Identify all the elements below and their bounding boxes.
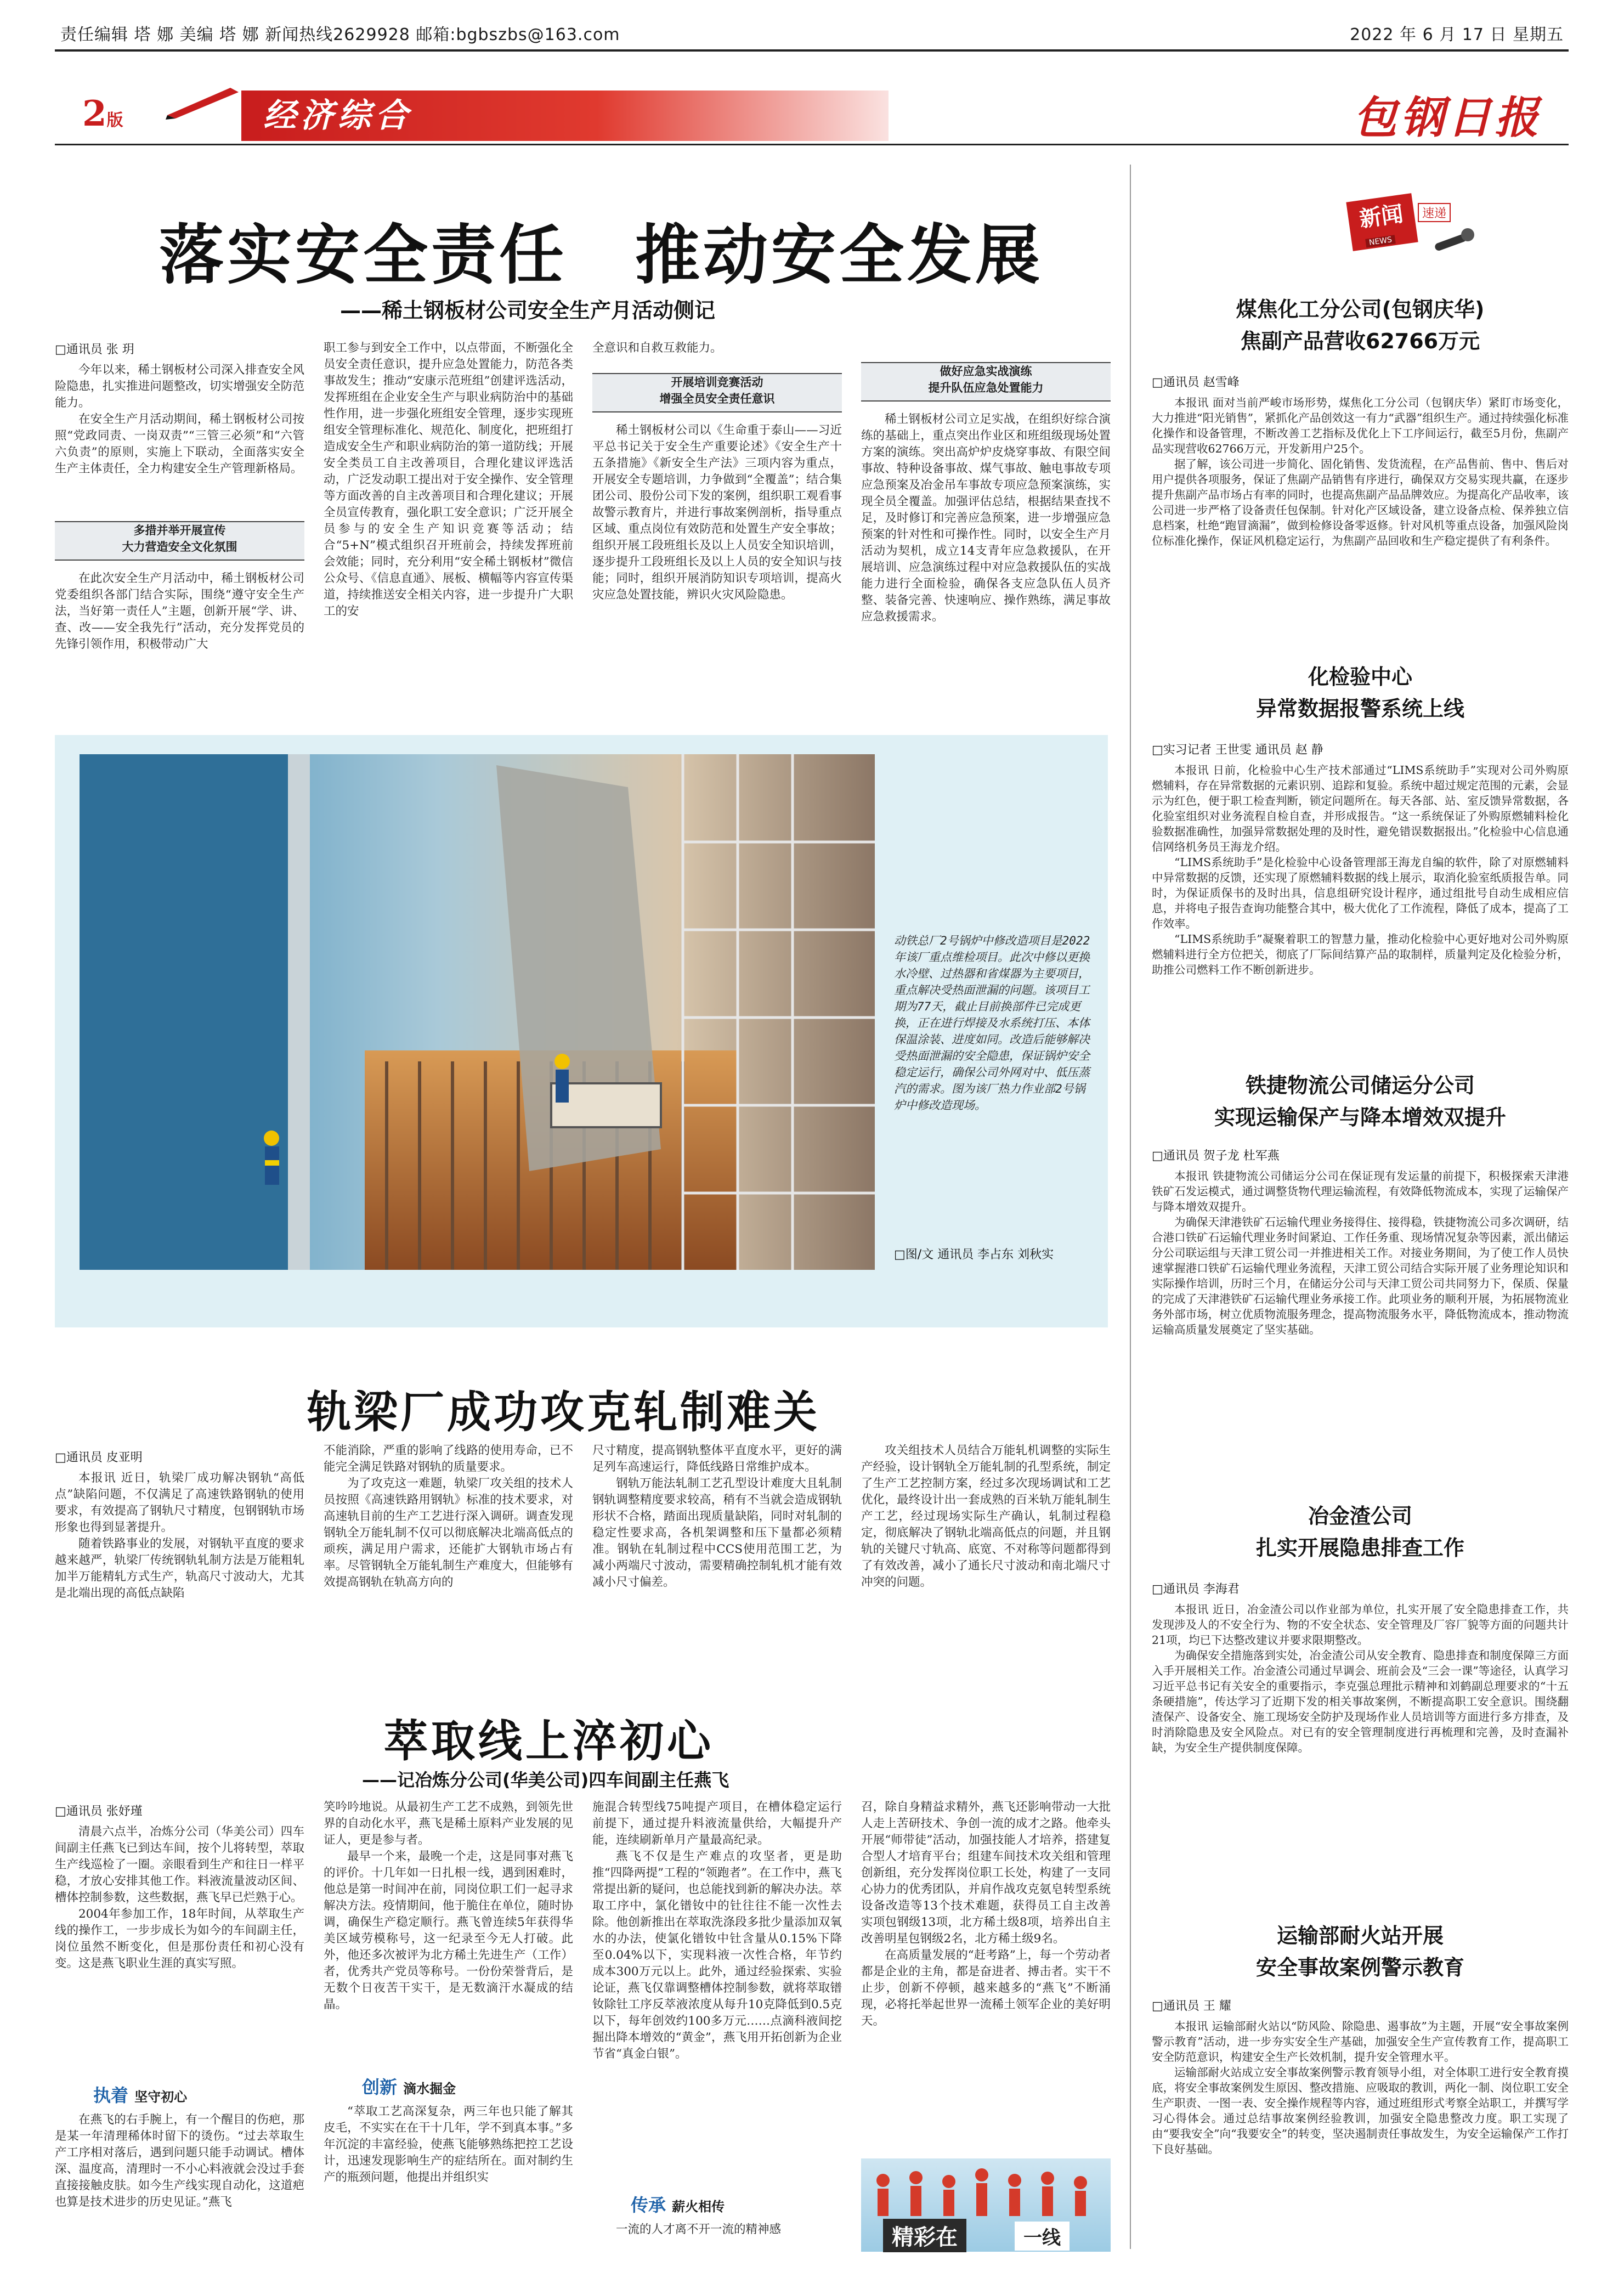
story3-subhead-2: [362, 2073, 456, 2099]
subhead-phrase: 坚守初心: [134, 2089, 188, 2105]
story3-col-3: [592, 1799, 842, 2178]
sidebar-item-1-body: [1152, 395, 1569, 631]
lead-subhead-1: [55, 521, 304, 561]
story2-col-1: [55, 1470, 304, 1750]
story3-col-1b: [55, 2112, 304, 2254]
title-line: 扎实开展隐患排查工作: [1255, 1536, 1464, 1560]
story2-col-4: [861, 1443, 1111, 1750]
subhead-phrase: 薪火相传: [672, 2199, 725, 2214]
paragraph: 在此次安全生产月活动中，稀土钢板材公司党委组织各部门结合实际，围绕“遵守安全生产法，当好第一责任人”主题，创新开展“学、讲、查、改——安全我先行”活动，充分发挥党员的先锋引领作用，积极带动广大: [55, 572, 304, 651]
lead-subhead-2: [592, 373, 842, 412]
boiler-photo: [80, 754, 875, 1270]
paragraph: 本报讯 面对当前严峻市场形势，煤焦化工分公司（包钢庆华）紧盯市场变化，大力推进“阳光销售”，紧抓化产品创效这一有力“武器”组织生产。通过持续强化标准化操作和设备管理，不断改善工艺指标及优化上下工序间运行，截至5月份，焦副产品实现营收62766万元，开发新用户25个。: [1152, 396, 1569, 455]
subhead-keyword: 创新: [362, 2077, 398, 2098]
paragraph: 本报讯 日前，化检验中心生产技术部通过“LIMS系统助手”实现对公司外购原燃辅料，存在异常数据的元素识别、追踪和复验。系统中超过规定范围的元素，会显示为红色，便于职工检查判断，锁定问题所在。每天各部、站、室反馈异常数据，各化验室组织对业务流程自检自查，并形成报告。“这一系统保证了外购原燃辅料检化验数据准确性，加强异常数据处理的及时性，避免错误数据报出。”化检验中心信息通信网络机务员王海龙介绍。: [1152, 764, 1569, 854]
paragraph: 在高质量发展的“赶考路”上，每一个劳动者都是企业的主角，都是奋进者、搏击者。实干不止步，创新不停顿，越来越多的“燕飞”不断涌现，必将托举起世界一流稀土领军企业的美好明天。: [861, 1948, 1111, 2028]
subhead-keyword: 执着: [93, 2085, 129, 2106]
paragraph: 攻关组技术人员结合万能轧机调整的实际生产经验，设计钢轨全万能轧制的孔型系统，制定了生产工艺控制方案，经过多次现场调试和工艺优化，最终设计出一套成熟的百米轨万能轧制生产工艺，经过现场实际生产确认，轧制过程稳定，彻底解决了钢轨北端高低点的问题，并且钢轨的关键尺寸轨高、底宽、不对称等问题都得到了有效改善，减小了通长尺寸波动和南北端尺寸冲突的问题。: [861, 1444, 1111, 1589]
story3-col-3b: [592, 2222, 842, 2254]
paragraph: 本报讯 运输部耐火站以“防风险、除隐患、遏事故”为主题，开展“安全事故案例警示教育”活动，进一步夯实安全生产基础，加强安全生产宣传教育工作，提高职工安全防范意识，构建安全生产长效机制，提升安全管理水平。: [1152, 2020, 1569, 2064]
paragraph: 全意识和自救互救能力。: [592, 341, 722, 355]
paragraph: 钢轨万能法轧制工艺孔型设计难度大且轧制钢轨调整精度要求较高，稍有不当就会造成钢轨形状不合格，踏面出现质量缺陷，同时对轧制的稳定性要求高，各机架调整和压下量都必须精准。钢轨在轧制过程中CCS使用范围工艺，为减小两端尺寸波动，需要精确控制轧机才能有效减小尺寸偏差。: [592, 1477, 842, 1589]
sidebar-item-4-body: [1152, 1602, 1569, 1876]
story2-col-2: [324, 1443, 573, 1750]
story2-headline: 轨梁厂成功攻克轧制难关: [307, 1387, 820, 1438]
news-badge-en: NEWS: [1365, 235, 1396, 247]
title-line: 铁捷物流公司储运分公司: [1245, 1073, 1475, 1098]
subhead-line: 多措并举开展宣传: [133, 524, 226, 537]
story3-col-1: [55, 1824, 304, 2071]
paragraph: 今年以来，稀土钢板材公司深入排查安全风险隐患，扎实推进问题整改，切实增强安全防范能力。: [55, 363, 304, 410]
paragraph: 本报讯 近日，冶金渣公司以作业部为单位，扎实开展了安全隐患排查工作，共发现涉及人的不安全行为、物的不安全状态、安全管理及厂容厂貌等方面的问题共计21项，均已下达整改建议并要求限期整改。: [1152, 1603, 1569, 1647]
paragraph: 本报讯 铁捷物流公司储运分公司在保证现有发运量的前提下，积极探索天津港铁矿石发运模式，通过调整货物代理运输流程，有效降低物流成本，实现了运输保产与降本增效双提升。: [1152, 1169, 1569, 1213]
paragraph: 召，除自身精益求精外，燕飞还影响带动一大批人走上苦研技术、争创一流的成才之路。他牵头开展“师带徒”活动，加强技能人才培养，搭建复合型人才培育平台；组建车间技术攻关组和管理创新组，充分发挥岗位职工长处，构建了一支同心协力的优秀团队，并肩作战攻克氨皂转型系统设备改造等13个技术难题，获得员工自主改善实项包钢级13项，北方稀土级8项，培养出自主改善明星包钢级2名，北方稀土级9名。: [861, 1800, 1111, 1946]
lead-byline: □通讯员 张 玥: [55, 343, 134, 357]
lead-col-3b: [592, 422, 842, 724]
paragraph: 运输部耐火站成立安全事故案例警示教育领导小组，对全体职工进行安全教育摸底，将安全事故案例发生原因、整改措施、应吸取的教训，两化一制、岗位职工安全生产职责、一图一表、安全操作规程等内容，通过班组形式考察全站职工，并撰写学习心得体会。通过总结事故案例经验教训，加强安全隐患整改力度。职工实现了由“要我安全”向“我要安全”的转变，坚决遏制责任事故发生，为安全运输保产工作打下良好基础。: [1152, 2066, 1569, 2156]
paragraph: 清晨六点半，冶炼分公司（华美公司）四车间副主任燕飞已到达车间，按个儿将转型，萃取生产线巡检了一圈。亲眼看到生产和往日一样平稳，才放心安排其他工作。料液流量波动区间、槽体控制参数，这些数据，燕飞早已烂熟于心。: [55, 1825, 304, 1904]
sidebar-item-5-title: [1152, 1920, 1569, 1983]
paragraph: 燕飞不仅是生产难点的攻坚者，更是助推“四降两提”工程的“领跑者”。在工作中，燕飞常提出新的疑问，也总能找到新的解决办法。萃取工序中，氯化镨钕中的钍往往不能一次性去除。他创新推出在萃取洗涤段多批少量添加双氧水的办法，使氯化镨钕中钍含量从0.15%下降至0.04%以下，实现料液一次性合格，年节约成本300万元以上。此外，通过经验探索、实验论证，燕飞仅靠调整槽体控制参数，就将萃取镨钕除钍工序反萃液浓度从每升10克降低到0.5克以下，每年创效约100多万元……点滴科液间挖掘出降本增效的“黄金”，燕飞用开拓创新为企业节省“真金白银”。: [592, 1850, 842, 2061]
title-line: 运输部耐火站开展: [1276, 1924, 1444, 1948]
title-line: 煤焦化工分公司(包钢庆华): [1236, 297, 1485, 321]
subhead-line: 大力营造安全文化氛围: [122, 540, 237, 553]
news-express-badge: [1349, 197, 1475, 258]
sidebar-item-4-title: [1152, 1500, 1569, 1564]
story3-subhead-1: [93, 2082, 187, 2107]
section-rule: [55, 144, 1569, 145]
paragraph: 最早一个来，最晚一个走，这是同事对燕飞的评价。十几年如一日扎根一线，遇到困难时，他总是第一时间冲在前，同岗位职工们一起寻求解决方法。疫情期间，他于脆住在单位，随时协调，确保生产稳定顺行。燕飞曾连续5年获得华美区域劳模称号，这一纪录至今无人打破。此外，他还多次被评为北方稀土先进生产（工作）者，优秀共产党员等称号。一份份荣誉背后，是无数个日夜苦干实干，是无数滴汗水凝成的结晶。: [324, 1850, 573, 2011]
section-banner: 经济综合: [241, 91, 889, 141]
story3-col-4: [861, 1799, 1111, 2150]
sidebar-item-5-body: [1152, 2019, 1569, 2254]
banner-left-text: 精彩在: [883, 2219, 966, 2252]
news-badge-main: 新闻: [1346, 193, 1418, 251]
microphone-icon: [1431, 225, 1475, 260]
paragraph: 不能消除，严重的影响了线路的使用寿命，已不能完全满足铁路对钢轨的质量要求。: [324, 1444, 573, 1474]
photo-credit: □图/文 通讯员 李占东 刘秋实: [894, 1248, 1054, 1262]
issue-date: 2022 年 6 月 17 日 星期五: [1350, 25, 1564, 44]
title-line: 焦副产品营收62766万元: [1240, 329, 1480, 353]
paragraph: “萃取工艺高深复杂，两三年也只能了解其皮毛，不实实在在干十几年，学不到真本事。”多年沉淀的丰富经验，使燕飞能够熟练把控工艺设计，迅速发现影响生产的症结所在。面对制约生产的瓶颈问题，他提出并组织实: [324, 2105, 573, 2184]
sidebar-item-2-title: [1152, 661, 1569, 725]
paragraph: 施混合转型线75吨提产项目，在槽体稳定运行前提下，通过提升料液流量供给，大幅提升产能，连续刷新单月产量最高纪录。: [592, 1800, 842, 1847]
paragraph: 为了攻克这一难题，轨梁厂攻关组的技术人员按照《高速铁路用钢轨》标准的技术要求，对高速轨目前的生产工艺进行深入调研。调查发现钢轨全万能轧制不仅可以彻底解决北端高低点的顽疾，满足用户需求，还能扩大钢轨市场占有率。尽管钢轨全万能轧制生产难度大，但能够有效提高钢轨在轨高方向的: [324, 1477, 573, 1589]
subhead-line: 开展培训竞赛活动: [671, 376, 763, 389]
paragraph: 职工参与到安全工作中，以点带面，不断强化全员安全责任意识，提升应急处置能力，防范各类事故发生；推动“安康示范班组”创建评选活动，发挥班组在企业安全生产与职业病防治中的基础性作用，进一步强化班组安全管理，逐步实现班组安全管理标准化、规范化、制度化，把班组打造成安全生产和职业病防治的第一道防线；开展安全类员工自主改善项目，合理化建议评选活动，广泛发动职工提出对于安全操作、安全管理等方面改善的自主改善项目和合理化建议；开展全员宣传教育，强化职工安全意识；广泛开展全员参与的安全生产知识竞赛等活动；结合“5+N”模式组织召开班前会，持续发挥班前会效能；同时，充分利用“安全稀土钢板材”微信公众号、《信息直通》、展板、横幅等内容宣传渠道，持续推送安全相关内容，进一步提升广大职工的安: [324, 341, 573, 618]
paragraph: 随着铁路事业的发展，对钢轨平直度的要求越来越严，轨梁厂传统钢轨轧制方法是万能粗轧加半万能精轧方式生产，轨高尺寸波动大，尤其是北端出现的高低点缺陷: [55, 1537, 304, 1600]
subhead-keyword: 传承: [631, 2195, 666, 2216]
lead-col-4: [861, 411, 1111, 724]
banner-right-text: 一线: [1015, 2222, 1070, 2251]
subhead-line: 增强全员安全责任意识: [659, 392, 775, 405]
subhead-line: 提升队伍应急处置能力: [928, 381, 1044, 394]
story3-col-2b: [324, 2104, 573, 2254]
title-line: 安全事故案例警示教育: [1255, 1955, 1464, 1980]
paragraph: “LIMS系统助手”是化检验中心设备管理部王海龙自编的软件，除了对原燃辅料中异常数据的反馈，还实现了原燃辅料数据的线上展示，取消化验室纸质报告单。同时，为保证质保书的及时出具，信息组研究设计程序，通过组批号自动生成相应信息，并将电子报告查询功能整合其中，极大优化了工作流程，降低了成本，提高了工作效率。: [1152, 856, 1569, 930]
story3-subtitle: ——记冶炼分公司(华美公司)四车间副主任燕飞: [362, 1770, 729, 1790]
paragraph: 2004年参加工作，18年时间，从萃取生产线的操作工，一步步成长为如今的车间副主任，岗位虽然不断变化，但是那份责任和初心没有变。这是燕飞职业生涯的真实写照。: [55, 1907, 304, 1970]
paragraph: 为确保天津港铁矿石运输代理业务接得住、接得稳，铁捷物流公司多次调研，结合港口铁矿石运输代理业务时间紧迫、工作任务重、现场情况复杂等因素，派出储运分公司联运组与天津工贸公司一并推进相关工作。对接业务期间，为了使工作人员快速掌握港口铁矿石运输代理业务流程，天津工贸公司结合实际开展了业务理论知识和实际操作培训，历时三个月，在储运分公司与天津工贸公司共同努力下，保质、保量的完成了天津港铁矿石运输代理业务承接工作。此项业务的顺利开展，为拓展物流业务外部市场，树立优质物流服务理念，提高物流服务水平，降低物流成本，推动物流运输高质量发展奠定了坚实基础。: [1152, 1216, 1569, 1336]
sidebar-item-3-title: [1152, 1070, 1569, 1133]
paragraph: 笑吟吟地说。从最初生产工艺不成熟，到领先世界的自动化水平，燕飞是稀土原料产业发展的见证人，更是参与者。: [324, 1800, 573, 1847]
title-line: 实现运输保产与降本增效双提升: [1214, 1105, 1506, 1129]
editor-credits: 责任编辑 塔 娜 美编 塔 娜 新闻热线2629928 邮箱:bgbszbs@163.com: [60, 25, 620, 44]
story2-byline: □通讯员 皮亚明: [55, 1451, 143, 1465]
paragraph: 本报讯 近日，轨梁厂成功解决钢轨“高低点”缺陷问题，不仅满足了高速铁路钢轨的使用要求，有效提高了钢轨尺寸精度，包钢钢轨市场形象也得到显著提升。: [55, 1471, 304, 1534]
sidebar-item-4-byline: □通讯员 李海君: [1152, 1583, 1240, 1596]
subhead-line: 做好应急实战演练: [940, 365, 1032, 378]
title-line: 冶金渣公司: [1308, 1504, 1412, 1528]
sidebar-item-1-byline: □通讯员 赵雪峰: [1152, 376, 1240, 389]
story3-headline: 萃取线上淬初心: [384, 1716, 714, 1767]
subhead-phrase: 滴水掘金: [403, 2081, 456, 2096]
story3-byline: □通讯员 张妤瑾: [55, 1805, 143, 1818]
paragraph: 稀土钢板材公司以《生命重于泰山——习近平总书记关于安全生产重要论述》《安全生产十五条措施》《新安全生产法》三项内容为重点，开展安全专题培训，力争做到“全覆盖”；结合集团公司、股份公司下发的案例，组织职工观看事故警示教育片，并进行事故案例剖析，指导重点区域、重点岗位有效防范和处置生产安全事故；组织开展工段班组长及以上人员安全知识培训，逐步提升工段班组长及以上人员的安全知识与技能；同时，组织开展消防知识专项培训，提高火灾应急处置技能，辨识火灾风险隐患。: [592, 423, 842, 602]
paragraph: 稀土钢板材公司立足实战，在组织好综合演练的基础上，重点突出作业区和班组级现场处置方案的演练。突出高炉炉皮烧穿事故、有限空间事故、特种设备事故、煤气事故、触电事故专项应急预案及冶金吊车事故专项应急预案演练，实现全员全覆盖。加强评估总结，根据结果查找不足，及时修订和完善应急预案，进一步增强应急预案的针对性和可操作性。同时，以安全生产月活动为契机，成立14支青年应急救援队，在开展培训、应急演练过程中对应急救援队伍的实战能力进行全面检验，确保各支应急队伍人员齐整、装备完善、快速响应、操作熟练，满足事故应急救援需求。: [861, 412, 1111, 624]
paragraph: “LIMS系统助手”凝聚着职工的智慧力量，推动化检验中心更好地对公司外购原燃辅料进行全方位把关，彻底了厂际间结算产品的取制样，质量判定及化检验分析，助推公司燃料工作不断创新进步。: [1152, 932, 1569, 976]
lead-subhead-3: [861, 362, 1111, 402]
story3-subhead-3: [631, 2191, 725, 2217]
paragraph: 在安全生产月活动期间，稀土钢板材公司按照“党政同责、一岗双责”“三管三必须”和“六管六负责”的原则，实施上下联动，全面落实安全生产主体责任，全力构建安全生产管理新格局。: [55, 412, 304, 476]
frontline-banner: [861, 2158, 1111, 2252]
lead-col-1: [55, 362, 304, 505]
sidebar-item-5-byline: □通讯员 王 耀: [1152, 1999, 1231, 2013]
title-line: 异常数据报警系统上线: [1255, 697, 1464, 721]
lead-headline: 落实安全责任 推动安全发展: [159, 217, 1044, 293]
pen-icon: [165, 82, 241, 121]
story3-col-2: [324, 1799, 573, 2062]
sidebar-item-3-body: [1152, 1168, 1569, 1476]
sidebar-item-3-byline: □通讯员 贺子龙 杜军燕: [1152, 1149, 1280, 1163]
story2-col-3: [592, 1443, 842, 1750]
lead-subtitle: ——稀土钢板材公司安全生产月活动侧记: [340, 298, 716, 323]
lead-col-3: [592, 340, 842, 362]
paragraph: 为确保安全措施落到实处，冶金渣公司从安全教育、隐患排查和制度保障三方面入手开展相关工作。冶金渣公司通过早调会、班前会及“三会一课”等途径，认真学习习近平总书记有关安全的重要指示，李克强总理批示精神和刘鹤副总理要求的“十五条硬措施”，传达学习了近期下发的相关事故案例，不断提高职工安全意识。围绕翻渣保产、设备安全、施工现场安全防护及现场作业人员培训等方面进行多方排查，及时消除隐患及安全风险点。对已有的安全管理制度进行再梳理和完善，及时查漏补缺，为安全生产提供制度保障。: [1152, 1649, 1569, 1754]
sidebar-item-1-title: [1152, 293, 1569, 357]
sidebar-item-2-byline: □实习记者 王世雯 通讯员 赵 静: [1152, 743, 1323, 757]
title-line: 化检验中心: [1308, 665, 1412, 689]
header-rule: [55, 49, 1569, 52]
paragraph: 一流的人才离不开一流的精神感: [616, 2223, 782, 2236]
lead-col-2: [324, 340, 573, 724]
page-number-badge: [82, 93, 123, 134]
paragraph: 尺寸精度，提高钢轨整体平直度水平，更好的满足列车高速运行，降低线路日常维护成本。: [592, 1444, 842, 1474]
page-number: 2: [82, 93, 107, 134]
paragraph: 在燕飞的右手腕上，有一个醒目的伤疤，那是某一年清理稀体时留下的烫伤。“过去萃取生产工序相对落后，遇到问题只能手动调试。槽体深、温度高，清理时一不小心料液就会没过手套直接接触皮肤。如今生产线实现自动化，这道疤也算是技术进步的历史见证。”燕飞: [55, 2113, 304, 2209]
paragraph: 据了解，该公司进一步简化、固化销售、发货流程，在产品售前、售中、售后对用户提供各项服务，保证了焦副产品销售有序进行，确保双方交易实现共赢，在逐步提升焦副产品市场占有率的同时，也提高焦副产品品牌效应。为提高化产品收率，该公司进一步严格了设备责任包保制。针对化产区域设备，建立设备点检、保养独立信息档案，杜绝“跑冒滴漏”，做到检修设备零返修。针对风机等重点设备，加强风险岗位标准化操作，保证风机稳定运行，为焦副产品回收和生产稳定提供了有利条件。: [1152, 457, 1569, 547]
sidebar-item-2-body: [1152, 762, 1569, 1037]
masthead-logo: 包钢日报: [1353, 92, 1542, 143]
sidebar-divider: [1130, 165, 1131, 2249]
news-badge-sub: 速递: [1418, 203, 1451, 222]
lead-col-1b: [55, 570, 304, 724]
page-suffix: 版: [106, 111, 123, 130]
photo-caption: 动铁总厂2号锅炉中修改造项目是2022年该厂重点维检项目。此次中修以更换水冷壁、过热器和省煤器为主要项目，重点解决受热面泄漏的问题。该项目工期为77天，截止目前换部件已完成更换，正在进行焊接及水系统打压、本体保温涂装、进度如同。改造后能够解决受热面泄漏的安全隐患，保证锅炉安全稳定运行，确保公司外网对中、低压蒸汽的需求。图为该厂热力作业部2号锅炉中修改造现场。: [894, 934, 1090, 1112]
